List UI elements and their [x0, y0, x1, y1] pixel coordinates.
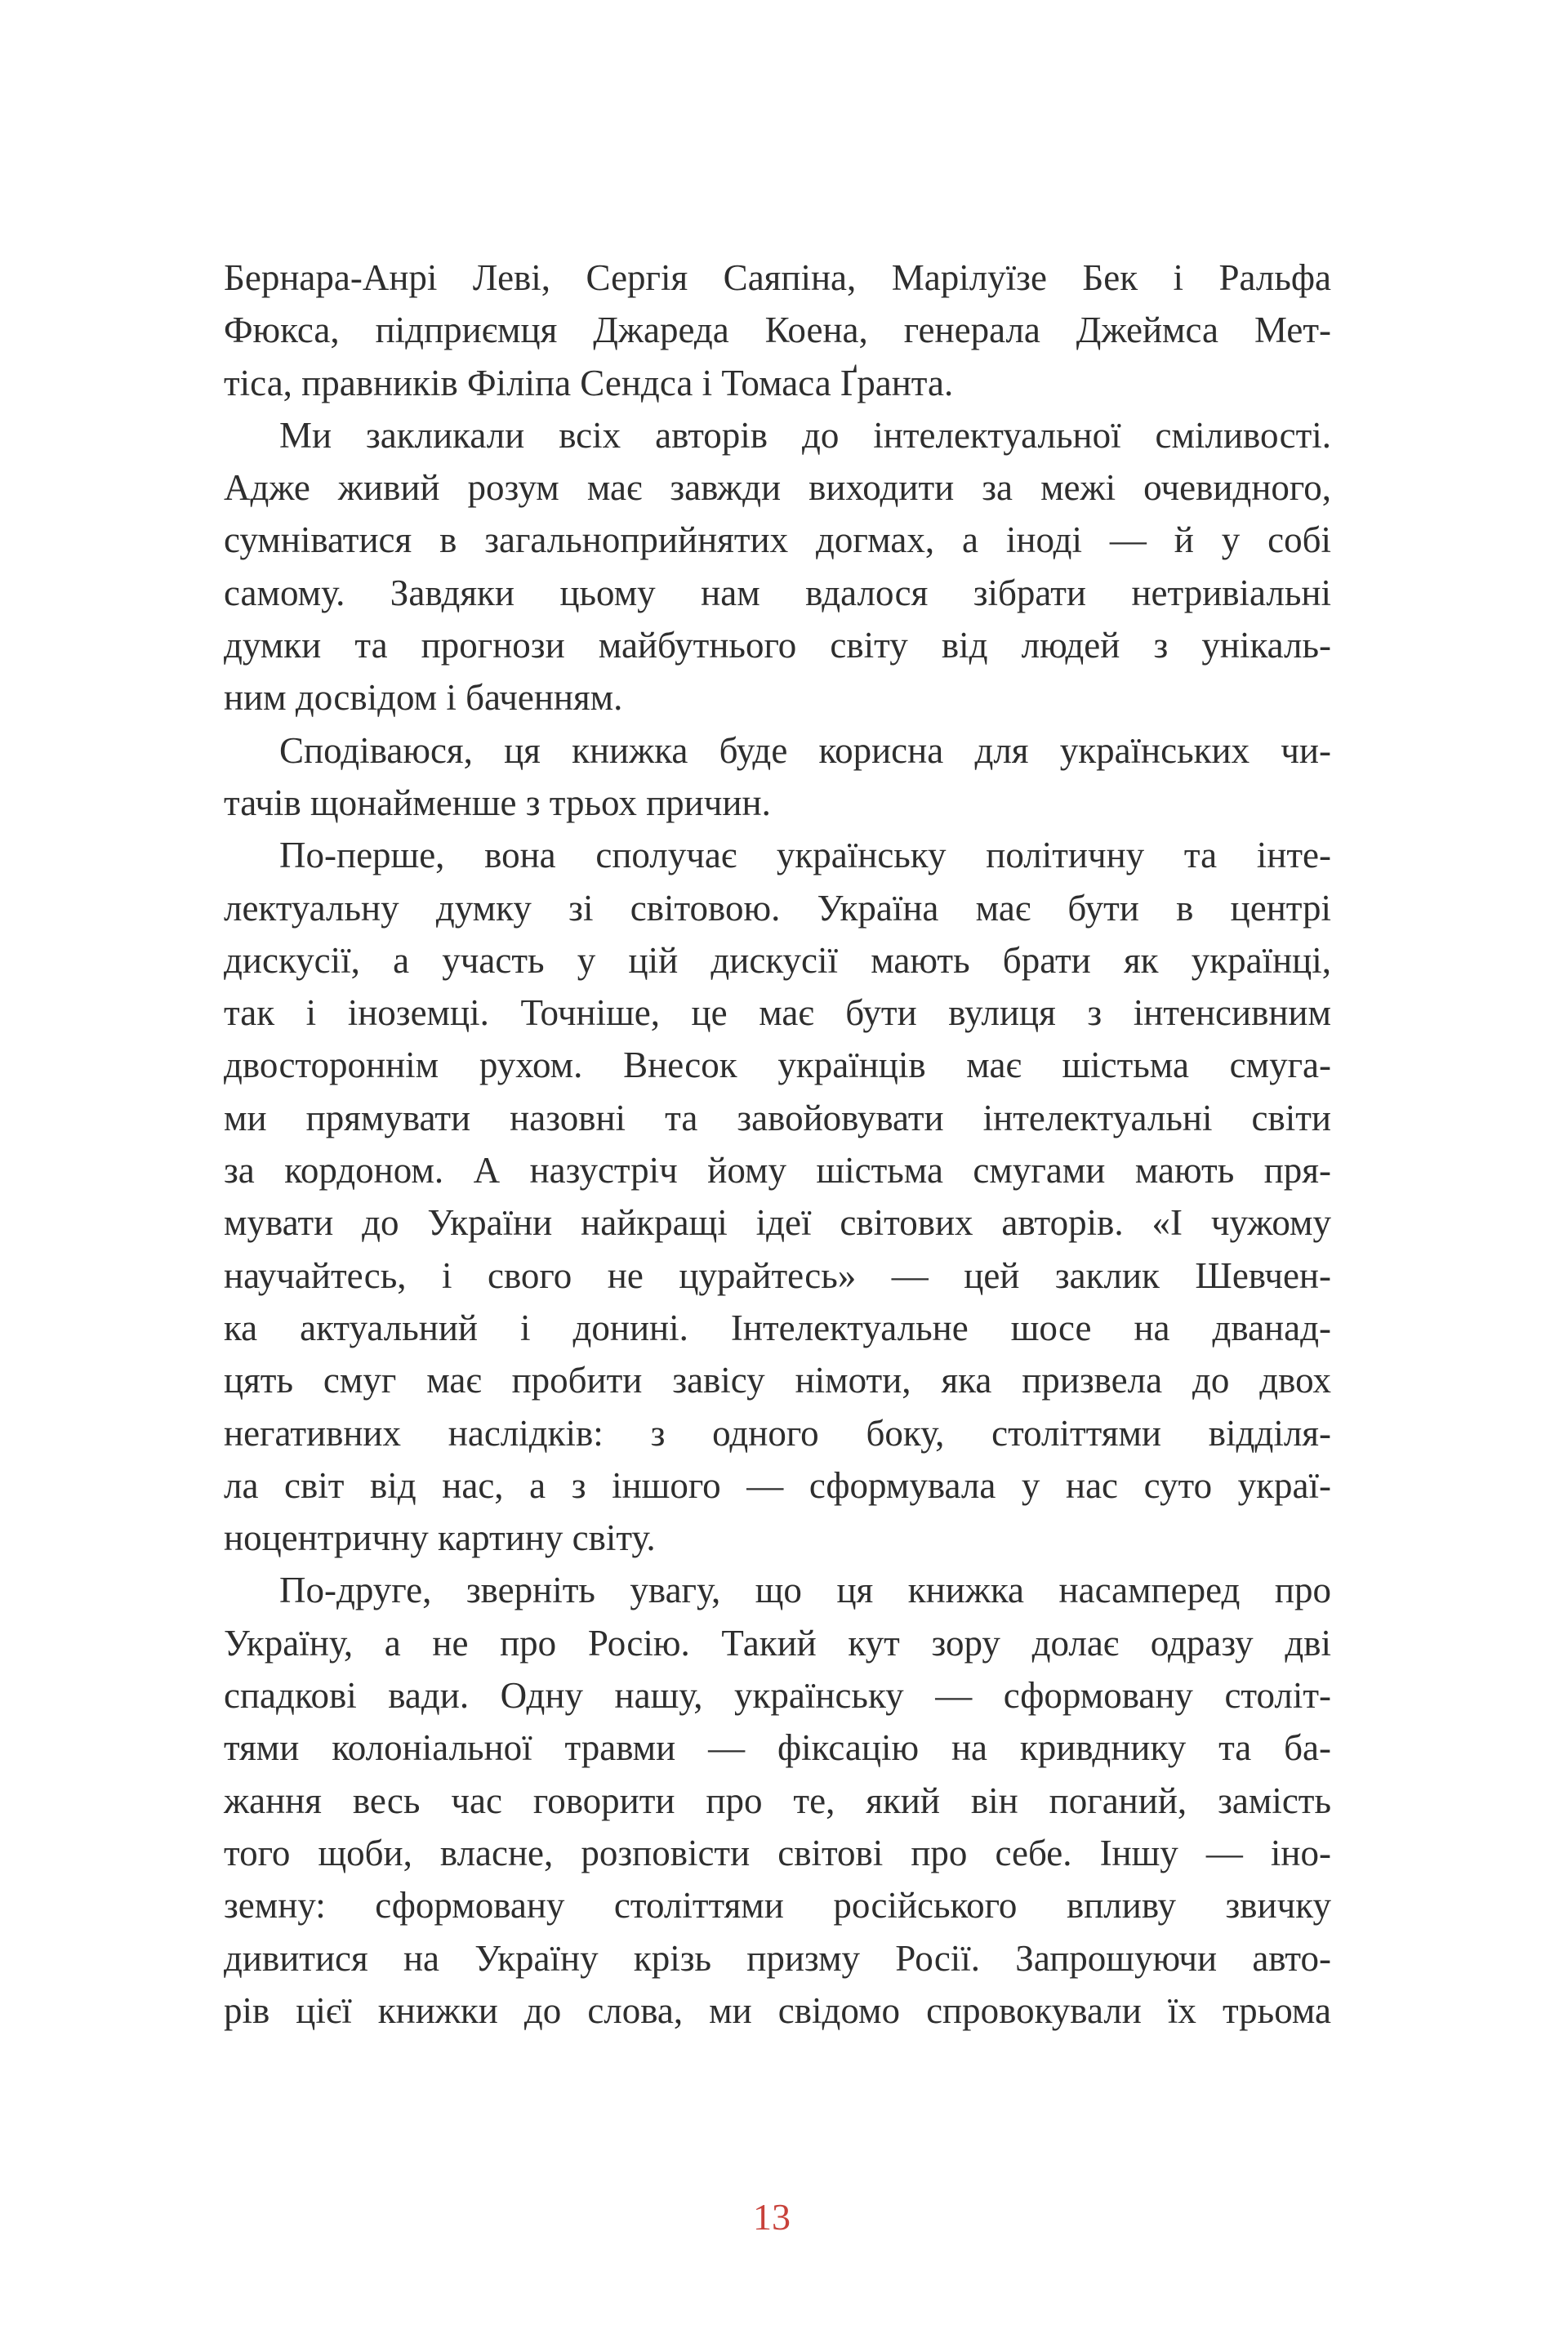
page-number: 13: [753, 2196, 791, 2238]
text-line: Україну, а не про Росію. Такий кут зору долає одразу дві: [224, 1622, 1331, 1664]
text-line: научайтесь, і свого не цурайтесь» — цей заклик Шевчен-: [224, 1254, 1331, 1296]
text-line: спадкові вади. Одну нашу, українську — сформовану століт-: [224, 1675, 1331, 1717]
text-line: негативних наслідків: з одного боку, століттями відділя-: [224, 1412, 1331, 1454]
text-line: жання весь час говорити про те, який він поганий, замість: [224, 1780, 1331, 1821]
text-line: дивитися на Україну крізь призму Росії. Запрошуючи авто-: [224, 1937, 1331, 1979]
text-line: По-перше, вона сполучає українську політичну та інте-: [279, 835, 1331, 876]
body-text: [224, 252, 1331, 2037]
text-line: По-друге, зверніть увагу, що ця книжка насамперед про: [279, 1570, 1331, 1611]
text-line: Ми закликали всіх авторів до інтелектуальної сміливості.: [279, 414, 1331, 456]
text-line: тачів щонайменше з трьох причин.: [224, 782, 771, 823]
text-line: ним досвідом і баченням.: [224, 677, 623, 719]
text-line: дискусії, а участь у цій дискусії мають брати як українці,: [224, 939, 1331, 981]
text-line: земну: сформовану століттями російського впливу звичку: [224, 1885, 1331, 1927]
text-line: того щоби, власне, розповісти світові про себе. Іншу — іно-: [224, 1832, 1331, 1873]
text-line: ми прямувати назовні та завойовувати інтелектуальні світи: [224, 1097, 1331, 1138]
text-line: Адже живий розум має завжди виходити за межі очевидного,: [224, 467, 1331, 509]
text-line: ноцентричну картину світу.: [224, 1517, 656, 1559]
text-line: за кордоном. А назустріч йому шістьма смугами мають пря-: [224, 1150, 1331, 1192]
text-line: двостороннім рухом. Внесок українців має шістьма смуга-: [224, 1045, 1331, 1086]
text-line: думки та прогнози майбутнього світу від людей з унікаль-: [224, 625, 1331, 666]
text-line: Бернара-Анрі Леві, Сергія Саяпіна, Марілуїзе Бек і Ральфа: [224, 257, 1331, 298]
text-line: самому. Завдяки цьому нам вдалося зібрати нетривіальні: [224, 572, 1331, 613]
text-line: сумніватися в загальноприйнятих догмах, а іноді — й у собі: [224, 519, 1331, 561]
text-line: мувати до України найкращі ідеї світових авторів. «І чужому: [224, 1202, 1331, 1244]
text-line: цять смуг має пробити завісу німоти, яка призвела до двох: [224, 1360, 1331, 1401]
text-line: ла світ від нас, а з іншого — сформувала у нас суто украї-: [224, 1464, 1331, 1506]
text-line: тями колоніальної травми — фіксацію на кривднику та ба-: [224, 1727, 1331, 1769]
text-line: тіса, правників Філіпа Сендса і Томаса Ґранта.: [224, 362, 954, 403]
text-line: лектуальну думку зі світовою. Україна має бути в центрі: [224, 887, 1331, 929]
text-line: ка актуальний і донині. Інтелектуальне шосе на дванад-: [224, 1307, 1331, 1348]
text-line: Фюкса, підприємця Джареда Коена, генерала Джеймса Мет-: [224, 310, 1331, 351]
text-line: рів цієї книжки до слова, ми свідомо спровокували їх трьома: [224, 1989, 1331, 2031]
text-line: Сподіваюся, ця книжка буде корисна для українських чи-: [279, 729, 1331, 771]
text-line: так і іноземці. Точніше, це має бути вулиця з інтенсивним: [224, 992, 1331, 1034]
